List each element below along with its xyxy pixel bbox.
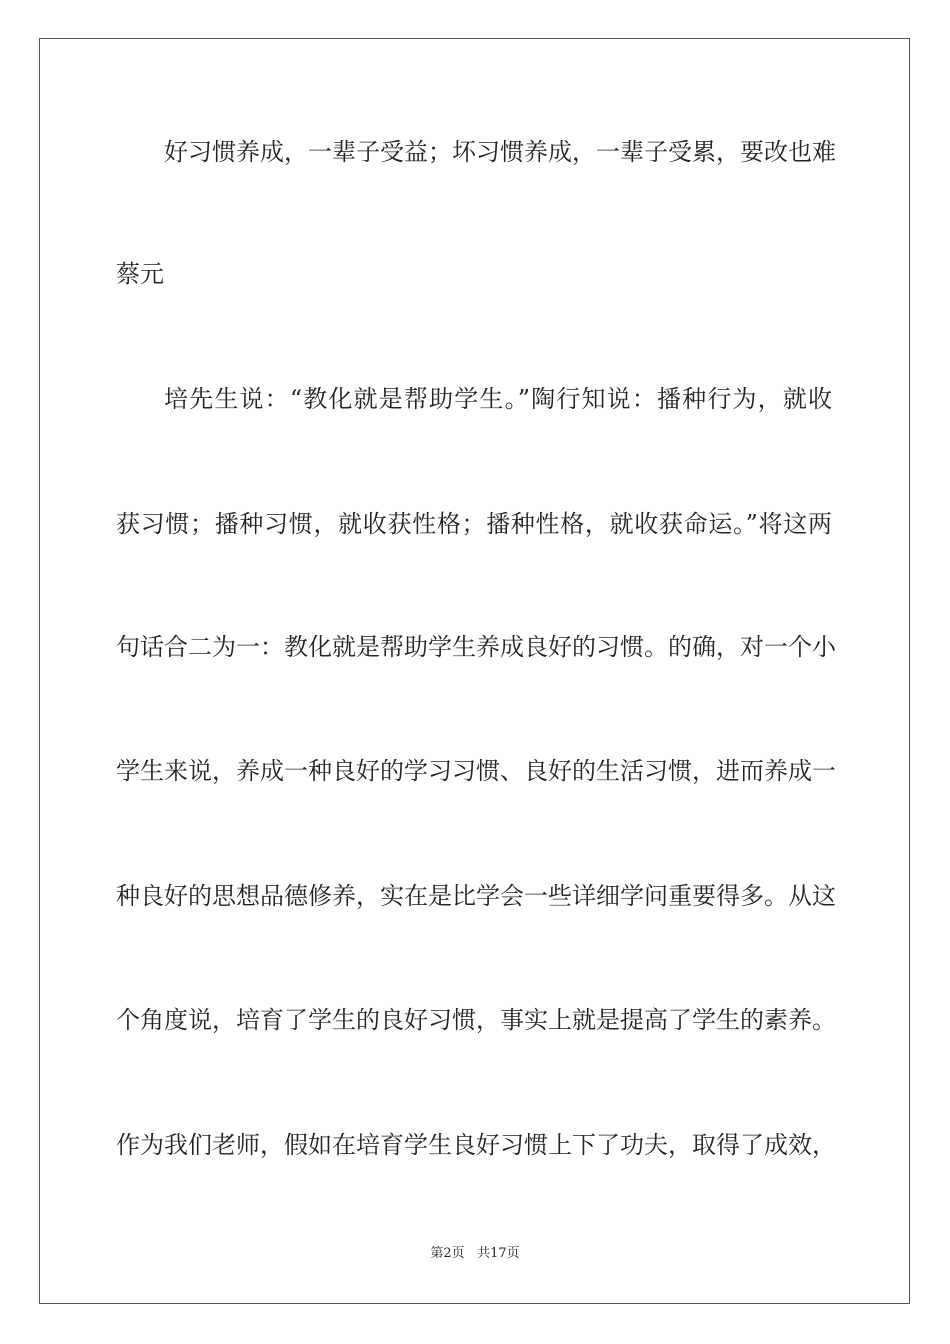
text-line-3: 培先生说：“教化就是帮助学生。”陶行知说：播种行为，就收 bbox=[164, 385, 832, 413]
text-line-9: 作为我们老师，假如在培育学生良好习惯上下了功夫，取得了成效， bbox=[116, 1131, 836, 1159]
text-line-4: 获习惯；播种习惯，就收获性格；播种性格，就收获命运。”将这两 bbox=[116, 510, 832, 538]
text-line-2: 蔡元 bbox=[116, 260, 164, 288]
text-line-7: 种良好的思想品德修养，实在是比学会一些详细学问重要得多。从这 bbox=[116, 882, 836, 910]
page-footer bbox=[0, 1246, 950, 1262]
page-number: 第2页 bbox=[430, 1246, 465, 1261]
text-line-5: 句话合二为一：教化就是帮助学生养成良好的习惯。的确，对一个小 bbox=[116, 633, 836, 661]
total-pages: 共17页 bbox=[477, 1246, 520, 1261]
text-line-8: 个角度说，培育了学生的良好习惯，事实上就是提高了学生的素养。 bbox=[116, 1006, 836, 1034]
text-line-6: 学生来说，养成一种良好的学习习惯、良好的生活习惯，进而养成一 bbox=[116, 757, 836, 785]
text-line-1: 好习惯养成，一辈子受益；坏习惯养成，一辈子受累，要改也难 bbox=[164, 138, 836, 166]
page-border bbox=[39, 38, 910, 1304]
